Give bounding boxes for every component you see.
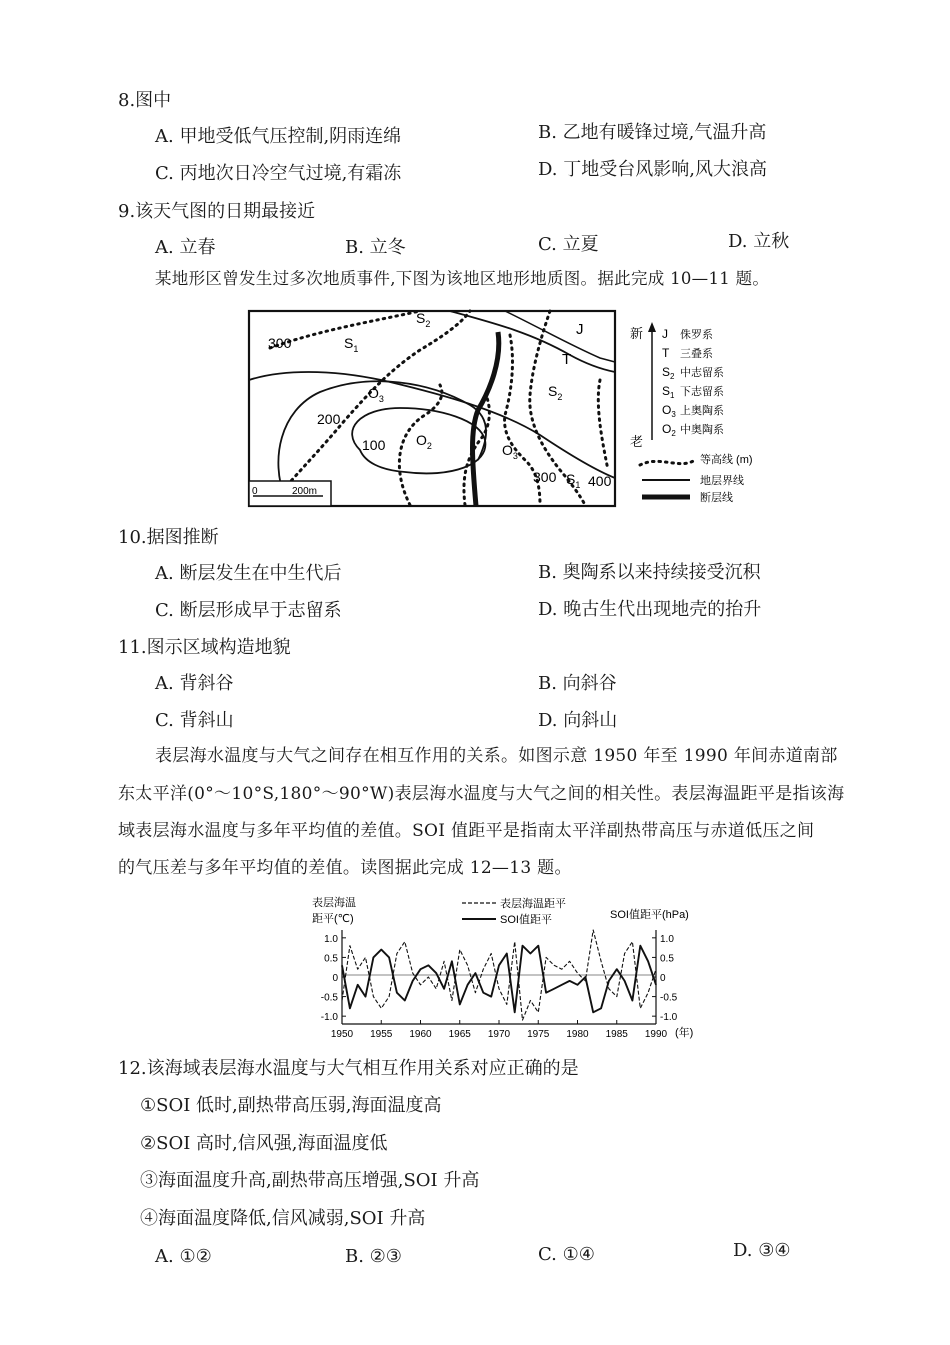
q8-option-d: D. 丁地受台风影响,风大浪高 (538, 159, 767, 180)
left-ylabel-line-2: 距平(℃) (312, 913, 354, 925)
left-tick-label: -0.5 (320, 992, 338, 1004)
x-tick-label: 1970 (487, 1029, 511, 1040)
legend-old: 老 (630, 434, 644, 449)
scale-distance: 200m (292, 486, 318, 497)
q9-option-b: B. 立冬 (345, 237, 406, 258)
stratum-label-s2-upper: $S_2$ (416, 310, 431, 329)
intro-12-13-line-1: 表层海水温度与大气之间存在相互作用的关系。如图示意 1950 年至 1990 年间赤道南部 (155, 746, 838, 766)
left-tick-label: 1.0 (324, 933, 338, 945)
legend-name-s1: 下志留系 (680, 386, 724, 398)
q10-option-b: B. 奥陶系以来持续接受沉积 (538, 562, 761, 583)
soi-anomaly-line (342, 946, 656, 1013)
geologic-map-figure (240, 300, 760, 515)
legend-strata (662, 327, 724, 438)
x-tick-label: 1980 (566, 1029, 589, 1040)
q11-option-d: D. 向斜山 (538, 710, 618, 731)
legend-sst-label: 表层海温距平 (500, 898, 566, 910)
stratum-label-s1-lower: $S_1$ (566, 471, 581, 490)
x-tick-label: 1965 (448, 1029, 471, 1040)
stratum-label-s2-right: $S_2$ (548, 383, 563, 402)
q11-stem: 11.图示区域构造地貌 (118, 637, 291, 658)
boundary-upper-1 (450, 311, 615, 372)
scale-zero: 0 (252, 486, 258, 497)
legend-boundary-label: 地层界线 (700, 475, 744, 487)
q12-statement-2: ②SOI 高时,信风强,海面温度低 (140, 1133, 388, 1154)
left-ylabel-line-1: 表层海温 (312, 897, 356, 909)
q8-stem: 8.图中 (118, 90, 172, 111)
q12-statement-1: ①SOI 低时,副热带高压弱,海面温度高 (140, 1095, 442, 1116)
legend-name-o2: 中奥陶系 (680, 424, 724, 436)
q12-stem: 12.该海域表层海水温度与大气相互作用关系对应正确的是 (118, 1058, 579, 1079)
left-tick-label: 0 (332, 973, 338, 984)
q11-option-b: B. 向斜谷 (538, 673, 617, 694)
boundary-upper-2 (505, 311, 615, 362)
x-tick-label: 1975 (527, 1029, 550, 1040)
intro-12-13-line-2: 东太平洋(0°～10°S,180°～90°W)表层海水温度与大气之间的相关性。表层海温距平是指该海 (118, 784, 845, 804)
stratum-label-j: J (576, 321, 584, 338)
x-tick-label: 1985 (605, 1029, 628, 1040)
q12-option-b: B. ②③ (345, 1246, 402, 1267)
boundary-outer (249, 372, 615, 478)
contour-label-200: 200 (317, 411, 341, 427)
legend-code-o3: $O_3$ (662, 403, 676, 419)
q11-option-a: A. 背斜谷 (155, 673, 234, 694)
right-tick-label: 0.5 (660, 953, 674, 965)
legend-age-arrowhead (648, 322, 656, 332)
contour-label-100: 100 (362, 437, 386, 453)
q12-statement-4: ④海面温度降低,信风减弱,SOI 升高 (140, 1208, 426, 1229)
stratum-label-t: T (562, 351, 572, 368)
legend-contour-sample (640, 460, 695, 465)
q10-stem: 10.据图推断 (118, 527, 219, 548)
q8-option-a: A. 甲地受低气压控制,阴雨连绵 (155, 126, 402, 147)
intro-12-13-line-3: 域表层海水温度与多年平均值的差值。SOI 值距平是指南太平洋副热带高压与赤道低压之间 (118, 821, 815, 841)
legend-new: 新 (630, 326, 644, 341)
q8-option-b: B. 乙地有暖锋过境,气温升高 (538, 122, 767, 143)
left-tick-label: 0.5 (324, 953, 338, 965)
legend-code-s2: $S_2$ (662, 365, 675, 381)
right-ylabel: SOI值距平(hPa) (610, 909, 689, 921)
right-tick-label: -0.5 (660, 992, 678, 1004)
contour-2 (270, 311, 470, 505)
q10-option-d: D. 晚古生代出现地壳的抬升 (538, 599, 762, 620)
legend-code-o2: $O_2$ (662, 422, 676, 438)
stratum-label-s1-upper: $S_1$ (344, 335, 359, 354)
legend-contour-label: 等高线 (m) (700, 454, 753, 466)
q10-option-c: C. 断层形成早于志留系 (155, 600, 342, 621)
contour-label-300-left: 300 (268, 335, 292, 351)
right-tick-label: 1.0 (660, 933, 674, 945)
legend-code-j: J (662, 327, 668, 341)
left-tick-label: -1.0 (320, 1012, 338, 1024)
stratum-label-o2: $O_2$ (416, 432, 432, 451)
q9-option-a: A. 立春 (155, 237, 216, 258)
legend-code-t: T (662, 346, 670, 360)
x-ticks (331, 1020, 668, 1040)
legend-fault-label: 断层线 (700, 492, 733, 504)
chart-legend (462, 896, 566, 926)
right-tick-label: 0 (660, 973, 666, 984)
q12-statement-3: ③海面温度升高,副热带高压增强,SOI 升高 (140, 1170, 480, 1191)
stratum-label-o3-right: $O_3$ (502, 442, 518, 461)
right-tick-label: -1.0 (660, 1012, 678, 1024)
q12-option-a: A. ①② (155, 1246, 212, 1267)
intro-12-13-line-4: 的气压差与多年平均值的差值。读图据此完成 12—13 题。 (118, 858, 572, 878)
legend-name-t: 三叠系 (680, 348, 713, 360)
legend-name-s2: 中志留系 (680, 367, 724, 379)
q9-stem: 9.该天气图的日期最接近 (118, 201, 316, 222)
legend-name-j: 侏罗系 (680, 329, 713, 341)
x-tick-label: 1960 (409, 1029, 432, 1040)
intro-10-11: 某地形区曾发生过多次地质事件,下图为该地区地形地质图。据此完成 10—11 题。 (155, 269, 770, 288)
legend-soi-label: SOI值距平 (500, 914, 552, 926)
q9-option-d: D. 立秋 (728, 231, 790, 252)
q10-option-a: A. 断层发生在中生代后 (155, 563, 342, 584)
q12-option-c: C. ①④ (538, 1244, 595, 1265)
q12-option-d: D. ③④ (733, 1240, 791, 1261)
scale-box (249, 481, 331, 506)
x-tick-label: 1990 (644, 1029, 668, 1040)
contour-label-300-right: 300 (533, 469, 557, 485)
contour-7 (598, 380, 608, 470)
stratum-label-o3-left: $O_3$ (368, 385, 384, 404)
q8-option-c: C. 丙地次日冷空气过境,有霜冻 (155, 163, 402, 184)
x-tick-label: 1955 (370, 1029, 393, 1040)
legend-code-s1: $S_1$ (662, 384, 675, 400)
x-tick-label: 1950 (330, 1029, 354, 1040)
q11-option-c: C. 背斜山 (155, 710, 234, 731)
sst-soi-chart (300, 888, 720, 1043)
fault-line (473, 332, 499, 506)
x-unit-label: (年) (675, 1027, 694, 1039)
q9-option-c: C. 立夏 (538, 234, 599, 255)
contour-label-400: 400 (588, 473, 612, 489)
legend-name-o3: 上奥陶系 (680, 405, 724, 417)
